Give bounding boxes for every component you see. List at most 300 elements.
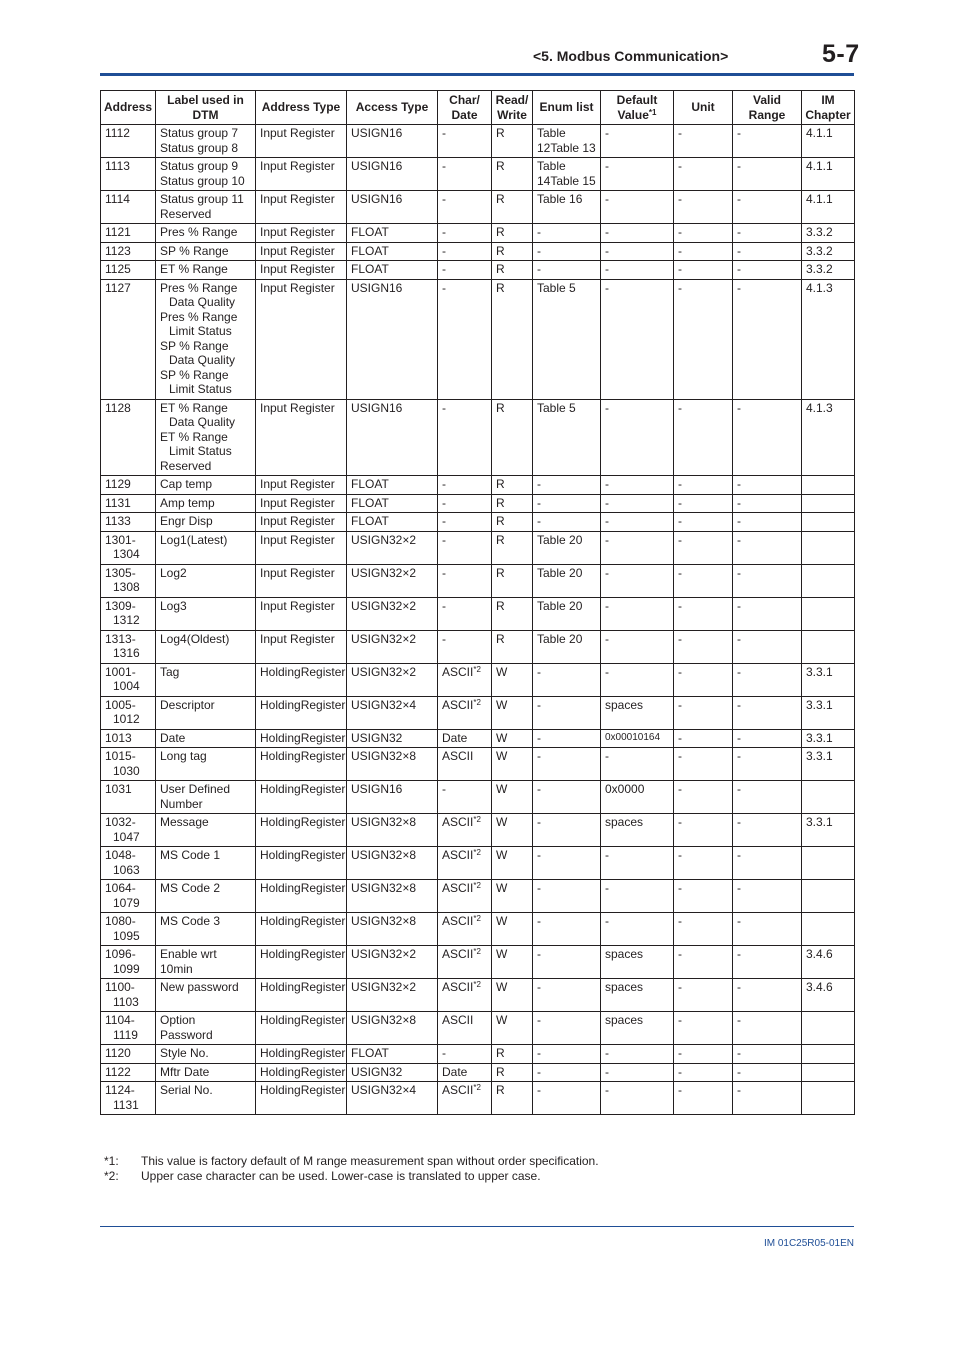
cell-text: W: [496, 848, 508, 862]
cell-text: -: [605, 749, 609, 763]
cell-line: -: [537, 262, 541, 276]
cell-line: Holding: [260, 782, 301, 796]
cell-line: 1100-: [105, 980, 135, 994]
cell-text: -: [605, 477, 609, 491]
cell-text: -: [737, 598, 741, 613]
cell-text: -: [678, 1064, 682, 1079]
unit-cell: [674, 1082, 733, 1115]
cell-line: Data Quality: [169, 415, 236, 429]
cell-line: 1309-: [105, 598, 136, 613]
unit-cell: [674, 279, 733, 399]
address-cell: [101, 513, 156, 532]
address-cell: [101, 1012, 156, 1045]
cell-text: -: [605, 243, 609, 258]
cell-line: -: [537, 815, 541, 829]
enum-list-cell: [533, 748, 601, 781]
cell-line: Limit Status: [169, 382, 232, 396]
cell-line: -: [537, 947, 541, 961]
char-date-cell: [438, 1063, 492, 1082]
footnote-ref: *2: [473, 848, 481, 857]
char-date-cell: [438, 191, 492, 224]
cell-text: ASCII: [442, 914, 474, 928]
cell-line: -: [537, 514, 541, 528]
column-header-label: Read/ Write: [495, 93, 529, 122]
address-cell: [101, 564, 156, 597]
cell-text: -: [605, 495, 609, 510]
cell-line: 1123: [105, 243, 131, 258]
char-date-cell: [438, 399, 492, 476]
footnote-mark: *1:: [104, 1154, 119, 1168]
cell-line: Reserved: [160, 206, 212, 221]
char-date-cell: [438, 261, 492, 280]
cell-text: USIGN16: [351, 280, 403, 295]
address-type-cell: [256, 630, 347, 663]
read-write-cell: [492, 476, 533, 495]
char-date-cell: [438, 597, 492, 630]
cell-text: -: [678, 225, 682, 239]
cell-line: 1096-: [105, 947, 136, 961]
cell-text: -: [678, 1046, 682, 1060]
cell-text: -: [737, 782, 741, 796]
unit-cell: [674, 748, 733, 781]
unit-cell: [674, 729, 733, 748]
cell-line: 1030: [113, 763, 140, 778]
cell-text: -: [737, 262, 741, 276]
cell-line: Holding: [260, 1013, 301, 1027]
cell-text: -: [442, 400, 446, 415]
cell-line: Holding: [260, 730, 301, 745]
cell-text: ASCII: [442, 815, 474, 829]
cell-text: USIGN32×2: [351, 532, 417, 547]
default-value-cell: [601, 1082, 674, 1115]
cell-line: Holding: [260, 1083, 301, 1097]
address-cell: [101, 1045, 156, 1064]
label-cell: [156, 564, 256, 597]
cell-line: 1316: [113, 646, 140, 660]
cell-line: SP % Range: [160, 367, 229, 382]
address-cell: [101, 494, 156, 513]
cell-text: -: [737, 980, 741, 994]
im-chapter-cell: [802, 847, 855, 880]
cell-line: Register: [300, 1064, 346, 1079]
access-type-cell: [347, 913, 438, 946]
cell-line: 1001-: [105, 664, 136, 679]
cell-line: Date: [160, 730, 186, 745]
cell-line: Table 20: [537, 631, 583, 646]
label-cell: [156, 125, 256, 158]
footnote-1: [104, 1154, 599, 1169]
char-date-cell: [438, 979, 492, 1012]
access-type-cell: [347, 979, 438, 1012]
valid-range-cell: [733, 476, 802, 495]
address-cell: [101, 261, 156, 280]
im-chapter-cell: [802, 242, 855, 261]
label-cell: [156, 1063, 256, 1082]
cell-line: Register: [300, 947, 346, 961]
cell-text: FLOAT: [351, 495, 389, 510]
cell-text: FLOAT: [351, 1046, 389, 1060]
unit-cell: [674, 531, 733, 564]
cell-text: -: [737, 280, 741, 295]
footnote-mark: *2:: [104, 1169, 119, 1183]
cell-line: -: [537, 881, 541, 895]
address-type-cell: [256, 1012, 347, 1045]
enum-list-cell: [533, 261, 601, 280]
address-type-cell: [256, 261, 347, 280]
read-write-cell: [492, 158, 533, 191]
cell-text: -: [737, 815, 741, 829]
cell-line: Descriptor: [160, 697, 215, 712]
valid-range-cell: [733, 242, 802, 261]
table-row: [101, 399, 855, 476]
cell-text: -: [678, 495, 682, 510]
default-value-cell: [601, 399, 674, 476]
address-type-cell: [256, 847, 347, 880]
cell-line: -: [537, 225, 541, 239]
cell-text: R: [496, 477, 505, 491]
unit-cell: [674, 513, 733, 532]
access-type-cell: [347, 1012, 438, 1045]
table-row: [101, 979, 855, 1012]
cell-text: USIGN16: [351, 192, 403, 206]
cell-line: Long tag: [160, 749, 207, 763]
enum-list-cell: [533, 476, 601, 495]
char-date-cell: [438, 748, 492, 781]
cell-text: -: [605, 1064, 609, 1079]
cell-text: USIGN32×2: [351, 598, 417, 613]
enum-list-cell: [533, 847, 601, 880]
cell-text: FLOAT: [351, 243, 389, 258]
cell-text: -: [678, 1083, 682, 1097]
footnote-ref: *2: [473, 980, 481, 989]
column-header: [533, 91, 601, 125]
cell-text: -: [737, 730, 741, 745]
address-cell: [101, 191, 156, 224]
cell-line: Input Register: [260, 225, 335, 239]
cell-text: -: [605, 598, 609, 613]
cell-text: -: [737, 1013, 741, 1027]
cell-line: 1048-: [105, 848, 136, 862]
im-chapter-cell: [802, 781, 855, 814]
cell-line: 1099: [113, 961, 140, 976]
cell-text: USIGN32×4: [351, 1083, 417, 1097]
im-chapter-cell: [802, 1012, 855, 1045]
label-cell: [156, 513, 256, 532]
address-cell: [101, 1063, 156, 1082]
valid-range-cell: [733, 1082, 802, 1115]
column-header: [347, 91, 438, 125]
cell-text: -: [737, 565, 741, 580]
default-value-cell: [601, 1045, 674, 1064]
label-cell: [156, 1045, 256, 1064]
cell-text: -: [605, 400, 609, 415]
cell-text: -: [442, 243, 446, 258]
footnote-ref: *2: [473, 881, 481, 890]
cell-line: Log4(Oldest): [160, 631, 230, 646]
cell-line: 1104-: [105, 1013, 135, 1027]
table-row: [101, 261, 855, 280]
read-write-cell: [492, 1045, 533, 1064]
access-type-cell: [347, 814, 438, 847]
cell-text: W: [496, 980, 508, 994]
table-row: [101, 913, 855, 946]
unit-cell: [674, 564, 733, 597]
cell-text: USIGN32: [351, 730, 403, 745]
address-cell: [101, 729, 156, 748]
cell-text: -: [442, 225, 446, 239]
cell-line: Option: [160, 1013, 196, 1027]
cell-line: Holding: [260, 947, 301, 961]
cell-line: -: [537, 1083, 541, 1097]
cell-line: Data Quality: [169, 353, 236, 367]
address-cell: [101, 158, 156, 191]
char-date-cell: [438, 476, 492, 495]
label-cell: [156, 979, 256, 1012]
cell-text: -: [605, 881, 609, 895]
address-type-cell: [256, 476, 347, 495]
read-write-cell: [492, 913, 533, 946]
cell-text: spaces: [605, 697, 644, 712]
cell-line: Holding: [260, 848, 301, 862]
enum-list-cell: [533, 630, 601, 663]
cell-line: Register: [300, 664, 346, 679]
address-cell: [101, 125, 156, 158]
column-header-label: IM Chapter: [805, 93, 851, 122]
cell-line: Table 13: [550, 140, 596, 155]
cell-text: USIGN32×2: [351, 980, 417, 994]
im-chapter-cell: [802, 279, 855, 399]
access-type-cell: [347, 399, 438, 476]
address-type-cell: [256, 946, 347, 979]
read-write-cell: [492, 748, 533, 781]
valid-range-cell: [733, 729, 802, 748]
cell-line: 1305-: [105, 565, 136, 580]
cell-text: -: [442, 262, 446, 276]
cell-text: -: [737, 947, 741, 961]
default-value-cell: [601, 729, 674, 748]
cell-text: ASCII: [442, 881, 474, 895]
char-date-cell: [438, 513, 492, 532]
read-write-cell: [492, 979, 533, 1012]
cell-text: -: [678, 881, 682, 895]
column-header: [674, 91, 733, 125]
default-value-cell: [601, 513, 674, 532]
access-type-cell: [347, 476, 438, 495]
cell-line: Input Register: [260, 631, 335, 646]
im-chapter-cell: [802, 125, 855, 158]
default-value-cell: [601, 979, 674, 1012]
cell-text: ASCII: [442, 947, 474, 961]
enum-list-cell: [533, 880, 601, 913]
footnote-text: This value is factory default of M range measurement span without order specification.: [141, 1154, 599, 1168]
im-chapter-cell: [802, 513, 855, 532]
cell-text: 3.4.6: [806, 947, 833, 961]
enum-list-cell: [533, 191, 601, 224]
cell-text: -: [737, 1046, 741, 1060]
cell-line: 1121: [105, 225, 131, 239]
cell-line: Cap temp: [160, 477, 213, 491]
char-date-cell: [438, 880, 492, 913]
im-chapter-cell: [802, 729, 855, 748]
table-row: [101, 191, 855, 224]
table-row: [101, 729, 855, 748]
im-chapter-cell: [802, 399, 855, 476]
default-value-cell: [601, 630, 674, 663]
address-type-cell: [256, 399, 347, 476]
cell-text: -: [442, 280, 446, 295]
footnote-ref: *2: [473, 815, 481, 824]
valid-range-cell: [733, 1063, 802, 1082]
cell-line: Password: [160, 1027, 213, 1042]
cell-text: -: [737, 914, 741, 928]
cell-text: -: [605, 159, 609, 173]
default-value-cell: [601, 279, 674, 399]
access-type-cell: [347, 513, 438, 532]
unit-cell: [674, 1063, 733, 1082]
cell-text: ASCII: [442, 848, 474, 862]
unit-cell: [674, 696, 733, 729]
cell-text: W: [496, 881, 508, 895]
cell-line: Pres % Range: [160, 309, 238, 324]
column-header-label: Valid Range: [748, 93, 786, 122]
access-type-cell: [347, 191, 438, 224]
cell-text: ASCII: [442, 1013, 474, 1027]
table-row: [101, 1082, 855, 1115]
cell-line: Input Register: [260, 598, 335, 613]
cell-text: -: [442, 565, 446, 580]
address-cell: [101, 279, 156, 399]
char-date-cell: [438, 158, 492, 191]
address-cell: [101, 531, 156, 564]
cell-text: R: [496, 262, 505, 276]
address-cell: [101, 913, 156, 946]
unit-cell: [674, 242, 733, 261]
table-row: [101, 1063, 855, 1082]
cell-text: 4.1.3: [806, 280, 833, 295]
cell-text: -: [678, 631, 682, 646]
char-date-cell: [438, 847, 492, 880]
char-date-cell: [438, 913, 492, 946]
table-row: [101, 1045, 855, 1064]
cell-text: -: [605, 514, 609, 528]
cell-text: W: [496, 815, 508, 829]
valid-range-cell: [733, 814, 802, 847]
default-value-cell: [601, 158, 674, 191]
table-row: [101, 696, 855, 729]
read-write-cell: [492, 597, 533, 630]
enum-list-cell: [533, 513, 601, 532]
char-date-cell: [438, 781, 492, 814]
cell-line: Limit Status: [169, 444, 232, 458]
access-type-cell: [347, 597, 438, 630]
cell-line: 1304: [113, 547, 140, 561]
cell-text: -: [605, 1083, 609, 1097]
cell-text: -: [737, 532, 741, 547]
cell-text: 0x00010164: [605, 731, 661, 743]
im-chapter-cell: [802, 597, 855, 630]
read-write-cell: [492, 663, 533, 696]
cell-text: -: [678, 243, 682, 258]
page-number: 5-7: [822, 40, 860, 68]
cell-line: MS Code 3: [160, 914, 221, 928]
cell-line: Data Quality: [169, 295, 236, 309]
enum-list-cell: [533, 242, 601, 261]
cell-line: Register: [300, 749, 346, 763]
read-write-cell: [492, 946, 533, 979]
access-type-cell: [347, 1045, 438, 1064]
table-row: [101, 880, 855, 913]
cell-line: Engr Disp: [160, 514, 213, 528]
cell-line: Register: [300, 914, 346, 928]
valid-range-cell: [733, 125, 802, 158]
label-cell: [156, 597, 256, 630]
address-type-cell: [256, 663, 347, 696]
footnote-ref: *2: [473, 914, 481, 923]
cell-line: Pres % Range: [160, 280, 238, 295]
cell-line: 1119: [113, 1027, 138, 1042]
unit-cell: [674, 880, 733, 913]
address-cell: [101, 224, 156, 243]
access-type-cell: [347, 279, 438, 399]
cell-line: Register: [300, 1083, 346, 1097]
enum-list-cell: [533, 781, 601, 814]
cell-line: Holding: [260, 980, 301, 994]
cell-text: R: [496, 1046, 505, 1060]
address-type-cell: [256, 1082, 347, 1115]
cell-line: Pres % Range: [160, 225, 238, 239]
access-type-cell: [347, 696, 438, 729]
address-type-cell: [256, 781, 347, 814]
access-type-cell: [347, 531, 438, 564]
footnote-ref: *1: [648, 107, 657, 117]
access-type-cell: [347, 847, 438, 880]
cell-text: USIGN32×4: [351, 697, 417, 712]
default-value-cell: [601, 191, 674, 224]
cell-text: USIGN16: [351, 126, 403, 140]
cell-text: -: [678, 400, 682, 415]
cell-line: 1103: [113, 994, 139, 1009]
label-cell: [156, 663, 256, 696]
im-chapter-cell: [802, 979, 855, 1012]
char-date-cell: [438, 630, 492, 663]
cell-line: 10min: [160, 961, 193, 976]
cell-text: -: [605, 1046, 609, 1060]
im-chapter-cell: [802, 564, 855, 597]
address-cell: [101, 476, 156, 495]
table-row: [101, 494, 855, 513]
cell-text: R: [496, 631, 505, 646]
footnote-2: [104, 1169, 599, 1184]
enum-list-cell: [533, 1082, 601, 1115]
unit-cell: [674, 191, 733, 224]
cell-line: SP % Range: [160, 243, 229, 258]
cell-line: -: [537, 749, 541, 763]
cell-line: MS Code 2: [160, 881, 221, 895]
enum-list-cell: [533, 224, 601, 243]
cell-text: FLOAT: [351, 225, 389, 239]
valid-range-cell: [733, 531, 802, 564]
cell-text: -: [678, 947, 682, 961]
cell-text: USIGN32×2: [351, 664, 417, 679]
char-date-cell: [438, 494, 492, 513]
address-type-cell: [256, 880, 347, 913]
column-header: [492, 91, 533, 125]
enum-list-cell: [533, 1012, 601, 1045]
cell-text: W: [496, 947, 508, 961]
cell-line: ET % Range: [160, 400, 228, 415]
cell-line: Reserved: [160, 458, 212, 473]
im-chapter-cell: [802, 1082, 855, 1115]
